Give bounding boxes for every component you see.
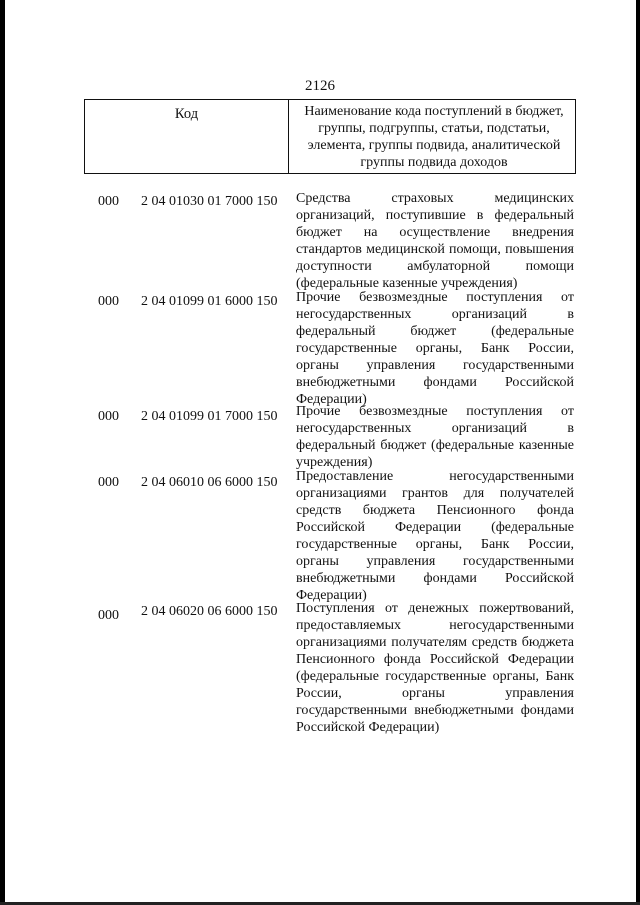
header-divider <box>288 100 289 173</box>
income-description: Прочие безвозмездные поступления от негосударственных организаций в федеральный бюджет (федеральные казенные учреждения) <box>296 404 574 470</box>
income-code: 2 04 01099 01 6000 150 <box>141 294 278 309</box>
header-name-label: Наименование кода поступлений в бюджет, группы, подгруппы, статьи, подстатьи, элемента, группы подвида, аналитической группы подвида доходов <box>304 104 564 170</box>
income-code: 2 04 06010 06 6000 150 <box>141 475 278 490</box>
admin-code: 000 <box>98 194 119 209</box>
header-code-label: Код <box>174 106 199 122</box>
admin-code: 000 <box>98 409 119 424</box>
admin-code: 000 <box>98 608 119 623</box>
scan-edge-left <box>0 0 5 905</box>
income-code: 2 04 01030 01 7000 150 <box>141 194 278 209</box>
scan-edge-right <box>636 0 640 905</box>
income-code: 2 04 06020 06 6000 150 <box>141 604 278 619</box>
table-header <box>84 99 576 174</box>
income-code: 2 04 01099 01 7000 150 <box>141 409 278 424</box>
admin-code: 000 <box>98 475 119 490</box>
income-description: Поступления от денежных пожертвований, предоставляемых негосударственными организациями получателям средств бюджета Пенсионного фонда Российской Федерации (федеральные государственные органы, Банк России, органы управления государственными внебюджетными фондами Российской Федерации) <box>296 601 574 735</box>
admin-code: 000 <box>98 294 119 309</box>
income-description: Прочие безвозмездные поступления от негосударственных организаций в федеральный бюджет (федеральные государственные органы, Банк России, органы управления государственными внебюджетными фондами Российской Федерации) <box>296 290 574 407</box>
page-number: 2126 <box>305 78 335 94</box>
income-description: Предоставление негосударственными организациями грантов для получателей средств бюджета Пенсионного фонда Российской Федерации (федеральные государственные органы, Банк России, органы управления государственными внебюджетными фондами Российской Федерации) <box>296 469 574 603</box>
income-description: Средства страховых медицинских организаций, поступившие в федеральный бюджет на осуществление внедрения стандартов медицинской помощи, повышения доступности амбулаторной помощи (федеральные казенные учреждения) <box>296 191 574 291</box>
